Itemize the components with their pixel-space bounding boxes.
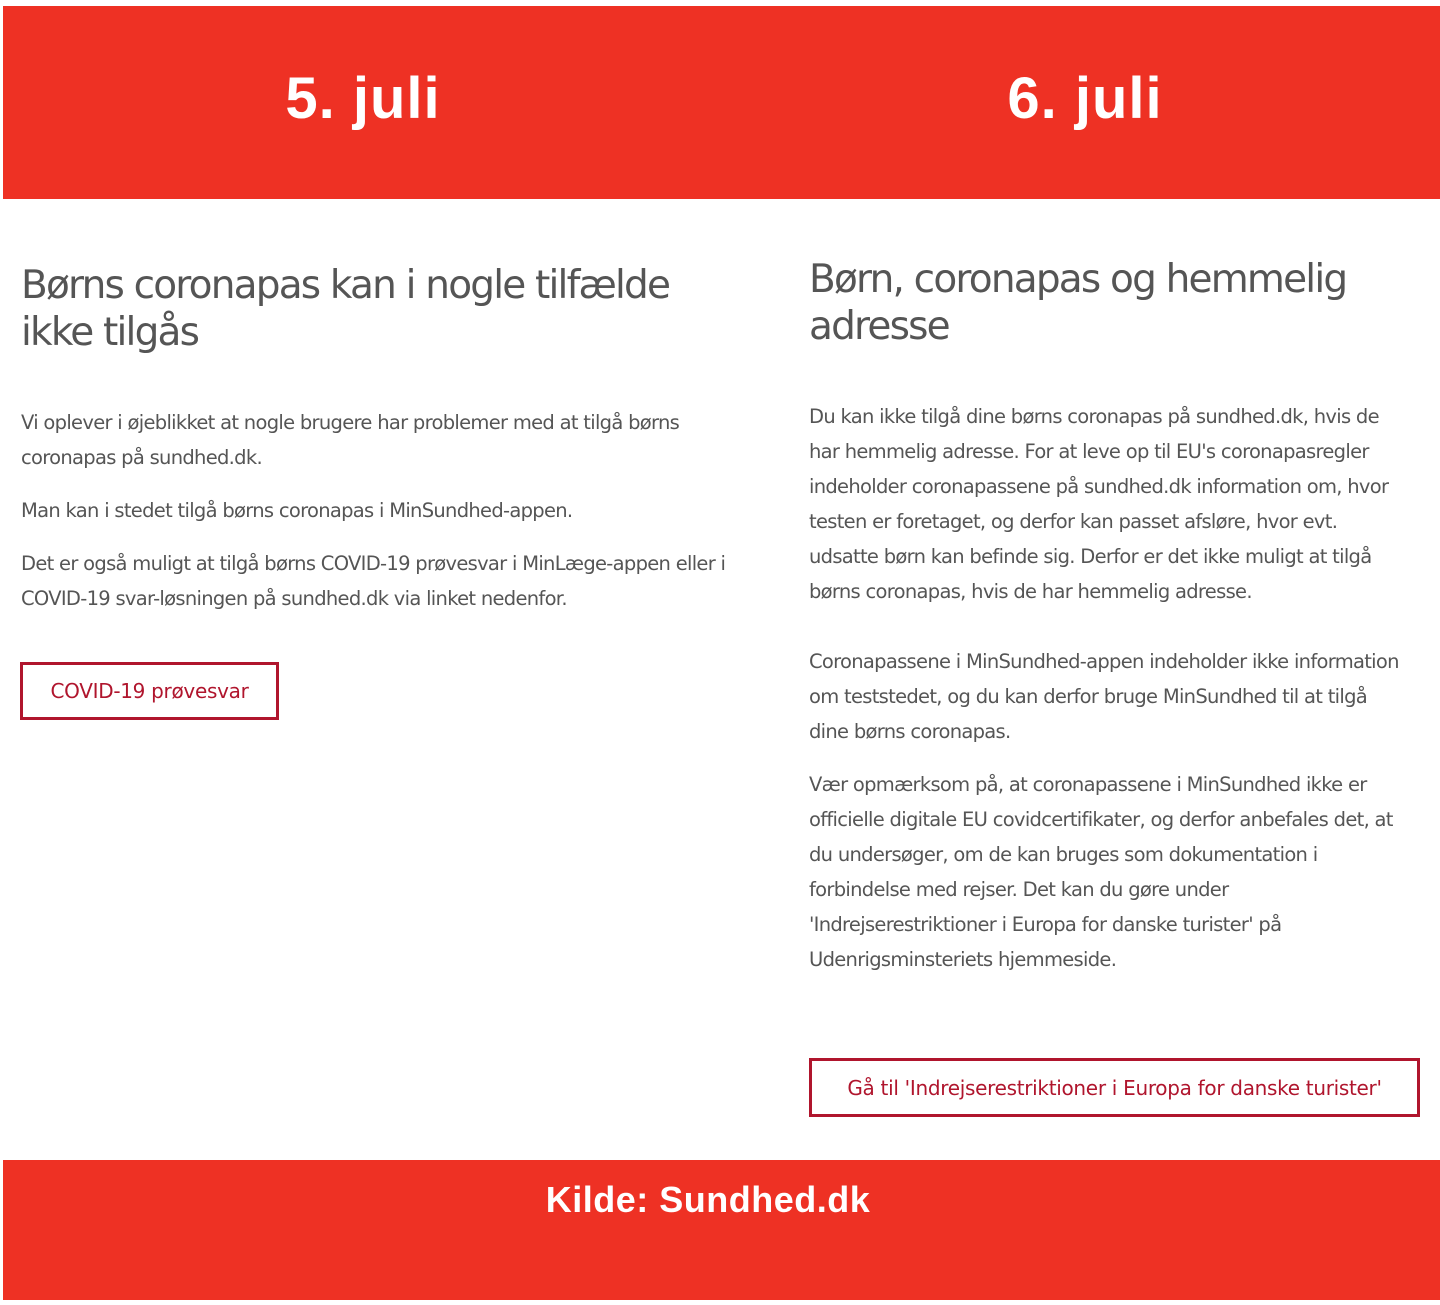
- left-paragraph-3: Det er også muligt at tilgå børns COVID-19 prøvesvar i MinLæge-appen eller i COVID-19 svar-løsningen på sundhed.dk via linket nedenfor.: [21, 552, 726, 610]
- left-paragraph-1: Vi oplever i øjeblikket at nogle brugere har problemer med at tilgå børns coronapas på sundhed.dk.: [21, 411, 680, 469]
- footer-banner: [3, 1160, 1440, 1300]
- header-banner: [3, 6, 1440, 199]
- date-label-left: 5. juli: [285, 66, 441, 131]
- date-label-right: 6. juli: [1007, 66, 1163, 131]
- right-paragraph-1: Du kan ikke tilgå dine børns coronapas på sundhed.dk, hvis de har hemmelig adresse. For at leve op til EU's coronapasregler indeholder coronapassene på sundhed.dk information om, hvor testen er foretaget, og derfor kan passet afsløre, hvor evt. udsatte børn kan befinde sig. Derfor er det ikke muligt at tilgå børns coronapas, hvis de har hemmelig adresse.: [809, 405, 1389, 603]
- covid-test-results-button-label: COVID-19 prøvesvar: [50, 679, 249, 703]
- covid-test-results-button[interactable]: [20, 662, 279, 720]
- travel-restrictions-button[interactable]: [809, 1058, 1420, 1117]
- right-headline: Børn, coronapas og hemmelig adresse: [809, 257, 1347, 349]
- right-paragraph-3: Vær opmærksom på, at coronapassene i MinSundhed ikke er officielle digitale EU covidcertifikater, og derfor anbefales det, at du undersøger, om de kan bruges som dokumentation i forbindelse med rejser. Det kan du gøre under 'Indrejserestriktioner i Europa for danske turister' på Udenrigsminsteriets hjemmeside.: [809, 773, 1393, 971]
- right-article: [809, 256, 1409, 977]
- left-headline: Børns coronapas kan i nogle tilfælde ikke tilgås: [21, 263, 670, 355]
- left-paragraph-2: Man kan i stedet tilgå børns coronapas i MinSundhed-appen.: [21, 499, 573, 522]
- left-article: [21, 262, 741, 616]
- right-paragraph-2: Coronapassene i MinSundhed-appen indeholder ikke information om teststedet, og du kan derfor bruge MinSundhed til at tilgå dine børns coronapas.: [809, 650, 1399, 743]
- travel-restrictions-button-label: Gå til 'Indrejserestriktioner i Europa for danske turister': [847, 1075, 1382, 1100]
- source-label: Kilde: Sundhed.dk: [545, 1179, 871, 1220]
